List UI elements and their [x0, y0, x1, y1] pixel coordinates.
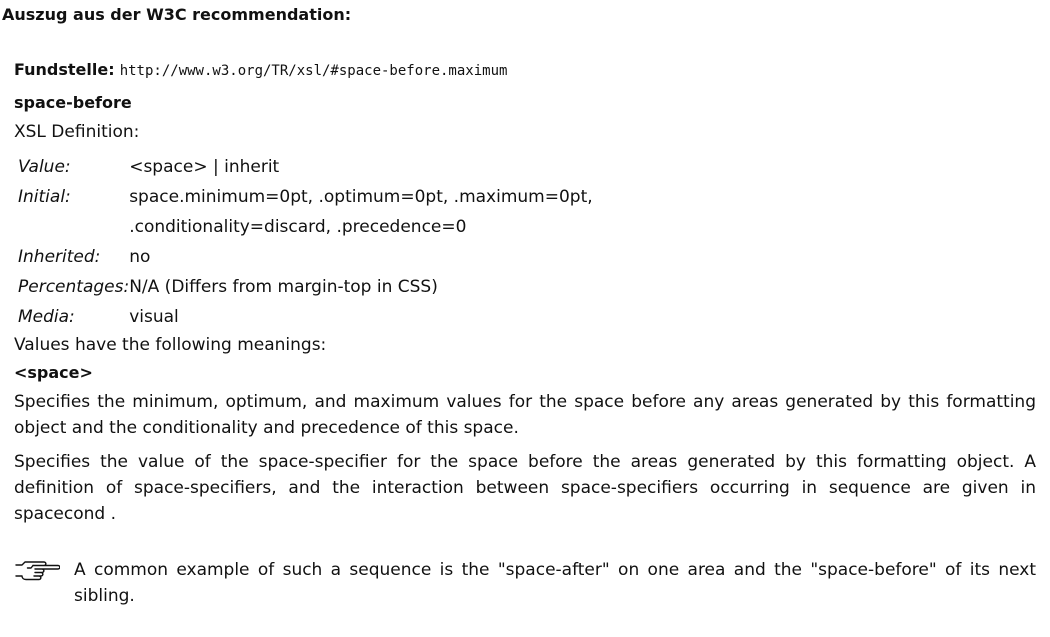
inherited-key: Inherited: [18, 247, 101, 267]
paragraph-1: Specifies the minimum, optimum, and maximum values for the space before any areas generated by this formatting object and the conditionality and precedence of this space. [14, 392, 1036, 438]
paragraph-2: Specifies the value of the space-specifier for the space before the areas generated by this formatting object. A definition of space-specifiers, and the interaction between space-specifiers occurring in sequence are given in spacecond . [14, 452, 1036, 524]
xsl-definition-label: XSL Definition: [14, 122, 140, 142]
source-label: Fundstelle: [14, 60, 115, 79]
note-text: A common example of such a sequence is the "space-after" on one area and the "space-before" of its next sibling. [74, 560, 1036, 606]
note [14, 557, 1036, 609]
value-val: <space> | inherit [129, 157, 280, 177]
initial-val [129, 182, 592, 242]
definition-row-media [18, 302, 593, 332]
media-val: visual [129, 307, 179, 327]
space-term: <space> [14, 363, 93, 382]
document-content [14, 58, 1036, 609]
inherited-val: no [129, 247, 151, 267]
definition-row-percentages [18, 272, 593, 302]
meanings-intro: Values have the following meanings: [14, 335, 327, 355]
definition-table [18, 152, 593, 332]
property-name: space-before [14, 93, 132, 112]
source-line [14, 58, 1036, 83]
initial-line-2: .conditionality=discard, .precedence=0 [129, 217, 467, 237]
value-key: Value: [18, 157, 71, 177]
page-heading: Auszug aus der W3C recommendation: [2, 5, 352, 24]
definition-row-value [18, 152, 593, 182]
pointing-hand-icon [14, 557, 74, 583]
media-key: Media: [18, 307, 75, 327]
percentages-val: N/A (Differs from margin-top in CSS) [129, 277, 438, 297]
percentages-key: Percentages: [18, 277, 130, 297]
source-url: http://www.w3.org/TR/xsl/#space-before.maximum [119, 63, 508, 79]
initial-key: Initial: [18, 187, 71, 207]
definition-row-inherited [18, 242, 593, 272]
definition-row-initial [18, 182, 593, 242]
initial-line-1: space.minimum=0pt, .optimum=0pt, .maximum=0pt, [129, 187, 593, 207]
